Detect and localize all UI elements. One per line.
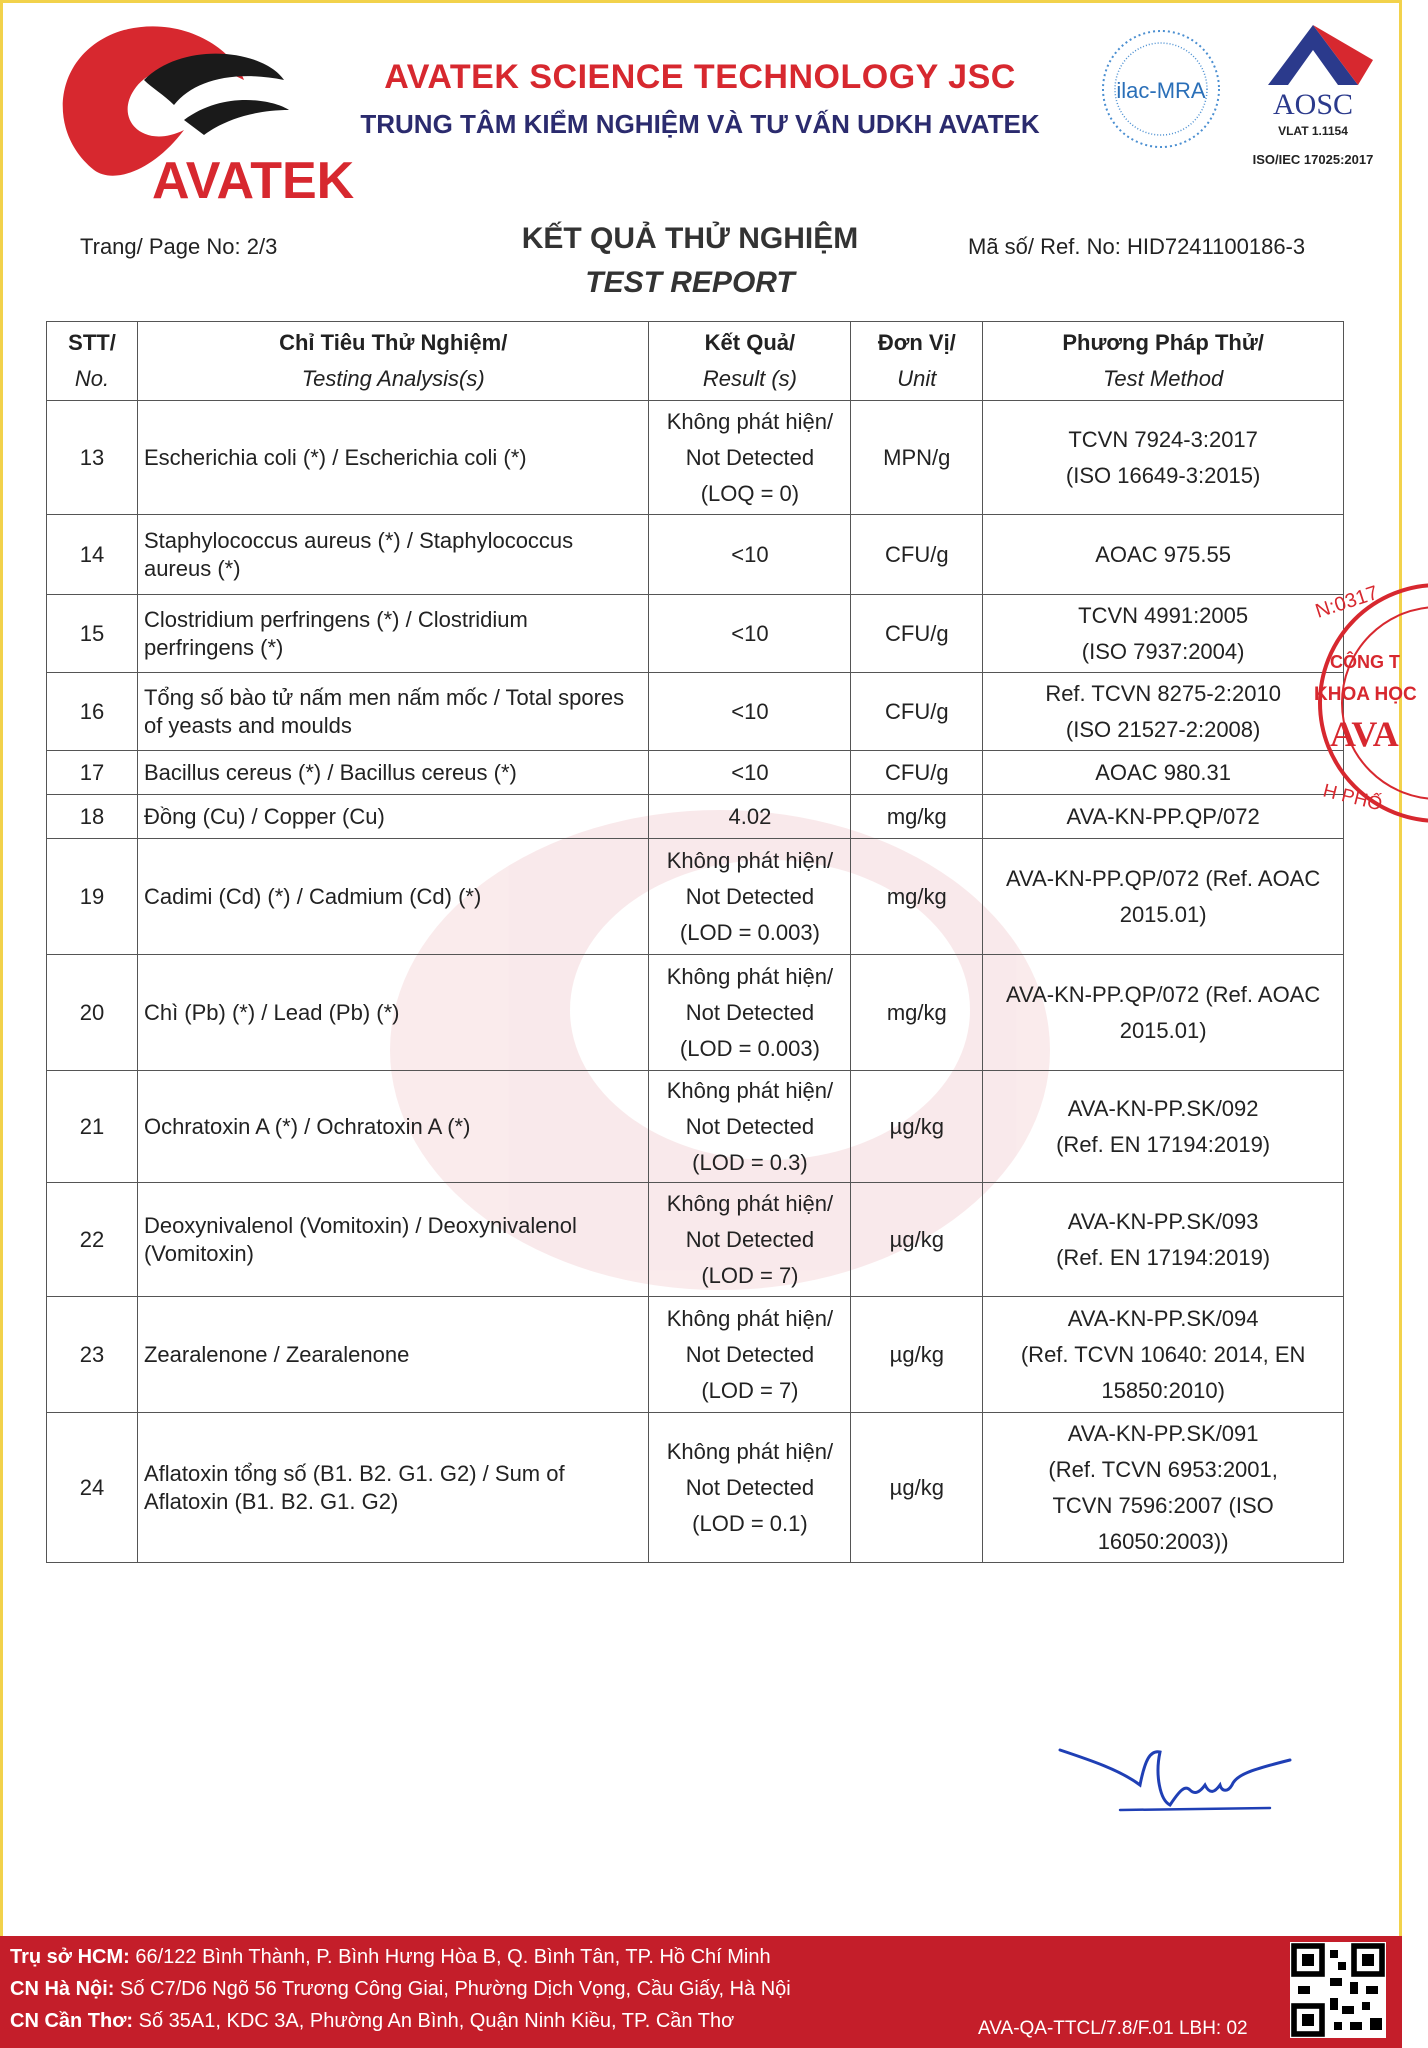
- cell-no: 15: [47, 595, 138, 673]
- cell-method: AVA-KN-PP.QP/072 (Ref. AOAC 2015.01): [983, 955, 1344, 1071]
- table-row: [47, 955, 1344, 1071]
- table-row: [47, 839, 1344, 955]
- table-row: [47, 1297, 1344, 1413]
- cell-result: <10: [649, 595, 851, 673]
- company-name-vi: TRUNG TÂM KIỂM NGHIỆM VÀ TƯ VẤN UDKH AVATEK: [360, 109, 1040, 139]
- cell-method: AVA-KN-PP.SK/092 (Ref. EN 17194:2019): [983, 1071, 1344, 1183]
- company-name-en: AVATEK SCIENCE TECHNOLOGY JSC: [384, 58, 1016, 96]
- cell-unit: mg/kg: [851, 955, 983, 1071]
- cell-analysis: Cadimi (Cd) (*) / Cadmium (Cd) (*): [137, 839, 649, 955]
- report-title: [470, 222, 910, 300]
- cell-analysis: Escherichia coli (*) / Escherichia coli (*): [137, 401, 649, 515]
- cell-unit: µg/kg: [851, 1183, 983, 1297]
- cell-no: 13: [47, 401, 138, 515]
- aosc-badge: [1238, 20, 1388, 170]
- cell-unit: µg/kg: [851, 1413, 983, 1563]
- cell-analysis: Tổng số bào tử nấm men nấm mốc / Total spores of yeasts and moulds: [137, 673, 649, 751]
- cell-no: 14: [47, 515, 138, 595]
- svg-text:CÔNG T: CÔNG T: [1330, 652, 1400, 672]
- cell-method: AOAC 980.31: [983, 751, 1344, 795]
- cell-result: Không phát hiện/ Not Detected (LOQ = 0): [649, 401, 851, 515]
- cell-analysis: Bacillus cereus (*) / Bacillus cereus (*): [137, 751, 649, 795]
- table-row: [47, 1071, 1344, 1183]
- cell-result: <10: [649, 515, 851, 595]
- qr-code-icon: [1290, 1942, 1386, 2038]
- aosc-name: AOSC: [1272, 88, 1354, 121]
- cell-result: Không phát hiện/ Not Detected (LOD = 7): [649, 1297, 851, 1413]
- cell-unit: mg/kg: [851, 839, 983, 955]
- cell-unit: CFU/g: [851, 515, 983, 595]
- cell-unit: CFU/g: [851, 751, 983, 795]
- cell-analysis: Staphylococcus aureus (*) / Staphylococcus aureus (*): [137, 515, 649, 595]
- footer-cantho: CN Cần Thơ: Số 35A1, KDC 3A, Phường An Bình, Quận Ninh Kiều, TP. Cần Thơ: [10, 2010, 735, 2032]
- cell-unit: CFU/g: [851, 673, 983, 751]
- footer-hanoi: CN Hà Nội: Số C7/D6 Ngõ 56 Trương Công Giai, Phường Dịch Vọng, Cầu Giấy, Hà Nội: [10, 1978, 791, 2000]
- svg-text:H PHỐ: H PHỐ: [1320, 780, 1385, 816]
- company-block: [300, 58, 1100, 140]
- footer-bar: [0, 1936, 1402, 2048]
- cell-no: 19: [47, 839, 138, 955]
- cell-method: Ref. TCVN 8275-2:2010 (ISO 21527-2:2008): [983, 673, 1344, 751]
- cell-no: 24: [47, 1413, 138, 1563]
- cell-result: Không phát hiện/ Not Detected (LOD = 7): [649, 1183, 851, 1297]
- table-row: [47, 1183, 1344, 1297]
- ilac-mra-badge: [1100, 28, 1222, 150]
- header-result: Kết Quả/ Result (s): [649, 322, 851, 401]
- cell-unit: µg/kg: [851, 1297, 983, 1413]
- form-code: AVA-QA-TTCL/7.8/F.01 LBH: 02: [978, 2018, 1248, 2039]
- cell-no: 23: [47, 1297, 138, 1413]
- aosc-vlat: VLAT 1.1154: [1278, 124, 1348, 138]
- cell-result: Không phát hiện/ Not Detected (LOD = 0.003): [649, 839, 851, 955]
- svg-text:KHOA HỌC: KHOA HỌC: [1314, 684, 1417, 705]
- cell-no: 20: [47, 955, 138, 1071]
- cell-analysis: Đồng (Cu) / Copper (Cu): [137, 795, 649, 839]
- cell-method: AVA-KN-PP.SK/093 (Ref. EN 17194:2019): [983, 1183, 1344, 1297]
- cell-unit: µg/kg: [851, 1071, 983, 1183]
- cell-no: 16: [47, 673, 138, 751]
- cell-result: <10: [649, 673, 851, 751]
- results-table: [46, 321, 1344, 1563]
- cell-result: 4.02: [649, 795, 851, 839]
- red-stamp: [1308, 568, 1428, 838]
- cell-analysis: Aflatoxin tổng số (B1. B2. G1. G2) / Sum of Aflatoxin (B1. B2. G1. G2): [137, 1413, 649, 1563]
- cell-analysis: Deoxynivalenol (Vomitoxin) / Deoxynivalenol (Vomitoxin): [137, 1183, 649, 1297]
- header-unit: Đơn Vị/ Unit: [851, 322, 983, 401]
- header-no: STT/ No.: [47, 322, 138, 401]
- svg-text:AVA: AVA: [1330, 714, 1399, 754]
- cell-method: AVA-KN-PP.QP/072 (Ref. AOAC 2015.01): [983, 839, 1344, 955]
- logo-text: AVATEK: [152, 152, 355, 210]
- report-title-en: TEST REPORT: [585, 266, 795, 299]
- cell-method: AVA-KN-PP.SK/091 (Ref. TCVN 6953:2001, TCVN 7596:2007 (ISO 16050:2003)): [983, 1413, 1344, 1563]
- table-row: [47, 595, 1344, 673]
- report-title-vi: KẾT QUẢ THỬ NGHIỆM: [521, 222, 859, 255]
- table-header-row: [47, 322, 1344, 401]
- aosc-iso: ISO/IEC 17025:2017: [1252, 152, 1374, 167]
- cell-result: Không phát hiện/ Not Detected (LOD = 0.1): [649, 1413, 851, 1563]
- cell-method: TCVN 4991:2005 (ISO 7937:2004): [983, 595, 1344, 673]
- cell-no: 17: [47, 751, 138, 795]
- cell-result: Không phát hiện/ Not Detected (LOD = 0.003): [649, 955, 851, 1071]
- cell-result: <10: [649, 751, 851, 795]
- page-number: Trang/ Page No: 2/3: [80, 234, 278, 259]
- table-row: [47, 1413, 1344, 1563]
- cell-no: 21: [47, 1071, 138, 1183]
- table-row: [47, 795, 1344, 839]
- header-method: Phương Pháp Thử/ Test Method: [983, 322, 1344, 401]
- cell-analysis: Zearalenone / Zearalenone: [137, 1297, 649, 1413]
- cell-analysis: Clostridium perfringens (*) / Clostridium perfringens (*): [137, 595, 649, 673]
- cell-unit: mg/kg: [851, 795, 983, 839]
- avatek-logo: [34, 10, 355, 210]
- cell-method: AVA-KN-PP.QP/072: [983, 795, 1344, 839]
- svg-text:N:0317: N:0317: [1312, 581, 1381, 623]
- cell-unit: CFU/g: [851, 595, 983, 673]
- table-row: [47, 751, 1344, 795]
- ilac-text: ilac-MRA: [1116, 78, 1206, 103]
- cell-no: 18: [47, 795, 138, 839]
- signature: [1050, 1730, 1300, 1820]
- table-row: [47, 515, 1344, 595]
- cell-method: TCVN 7924-3:2017 (ISO 16649-3:2015): [983, 401, 1344, 515]
- table-row: [47, 673, 1344, 751]
- cell-analysis: Ochratoxin A (*) / Ochratoxin A (*): [137, 1071, 649, 1183]
- cell-method: AVA-KN-PP.SK/094 (Ref. TCVN 10640: 2014, EN 15850:2010): [983, 1297, 1344, 1413]
- cell-unit: MPN/g: [851, 401, 983, 515]
- cell-analysis: Chì (Pb) (*) / Lead (Pb) (*): [137, 955, 649, 1071]
- cell-method: AOAC 975.55: [983, 515, 1344, 595]
- table-row: [47, 401, 1344, 515]
- reference-number: Mã số/ Ref. No: HID7241100186-3: [968, 234, 1306, 259]
- cell-result: Không phát hiện/ Not Detected (LOD = 0.3): [649, 1071, 851, 1183]
- footer-hcm: Trụ sở HCM: 66/122 Bình Thành, P. Bình Hưng Hòa B, Q. Bình Tân, TP. Hồ Chí Minh: [10, 1946, 771, 1968]
- header-analysis: Chỉ Tiêu Thử Nghiệm/ Testing Analysis(s): [137, 322, 649, 401]
- cell-no: 22: [47, 1183, 138, 1297]
